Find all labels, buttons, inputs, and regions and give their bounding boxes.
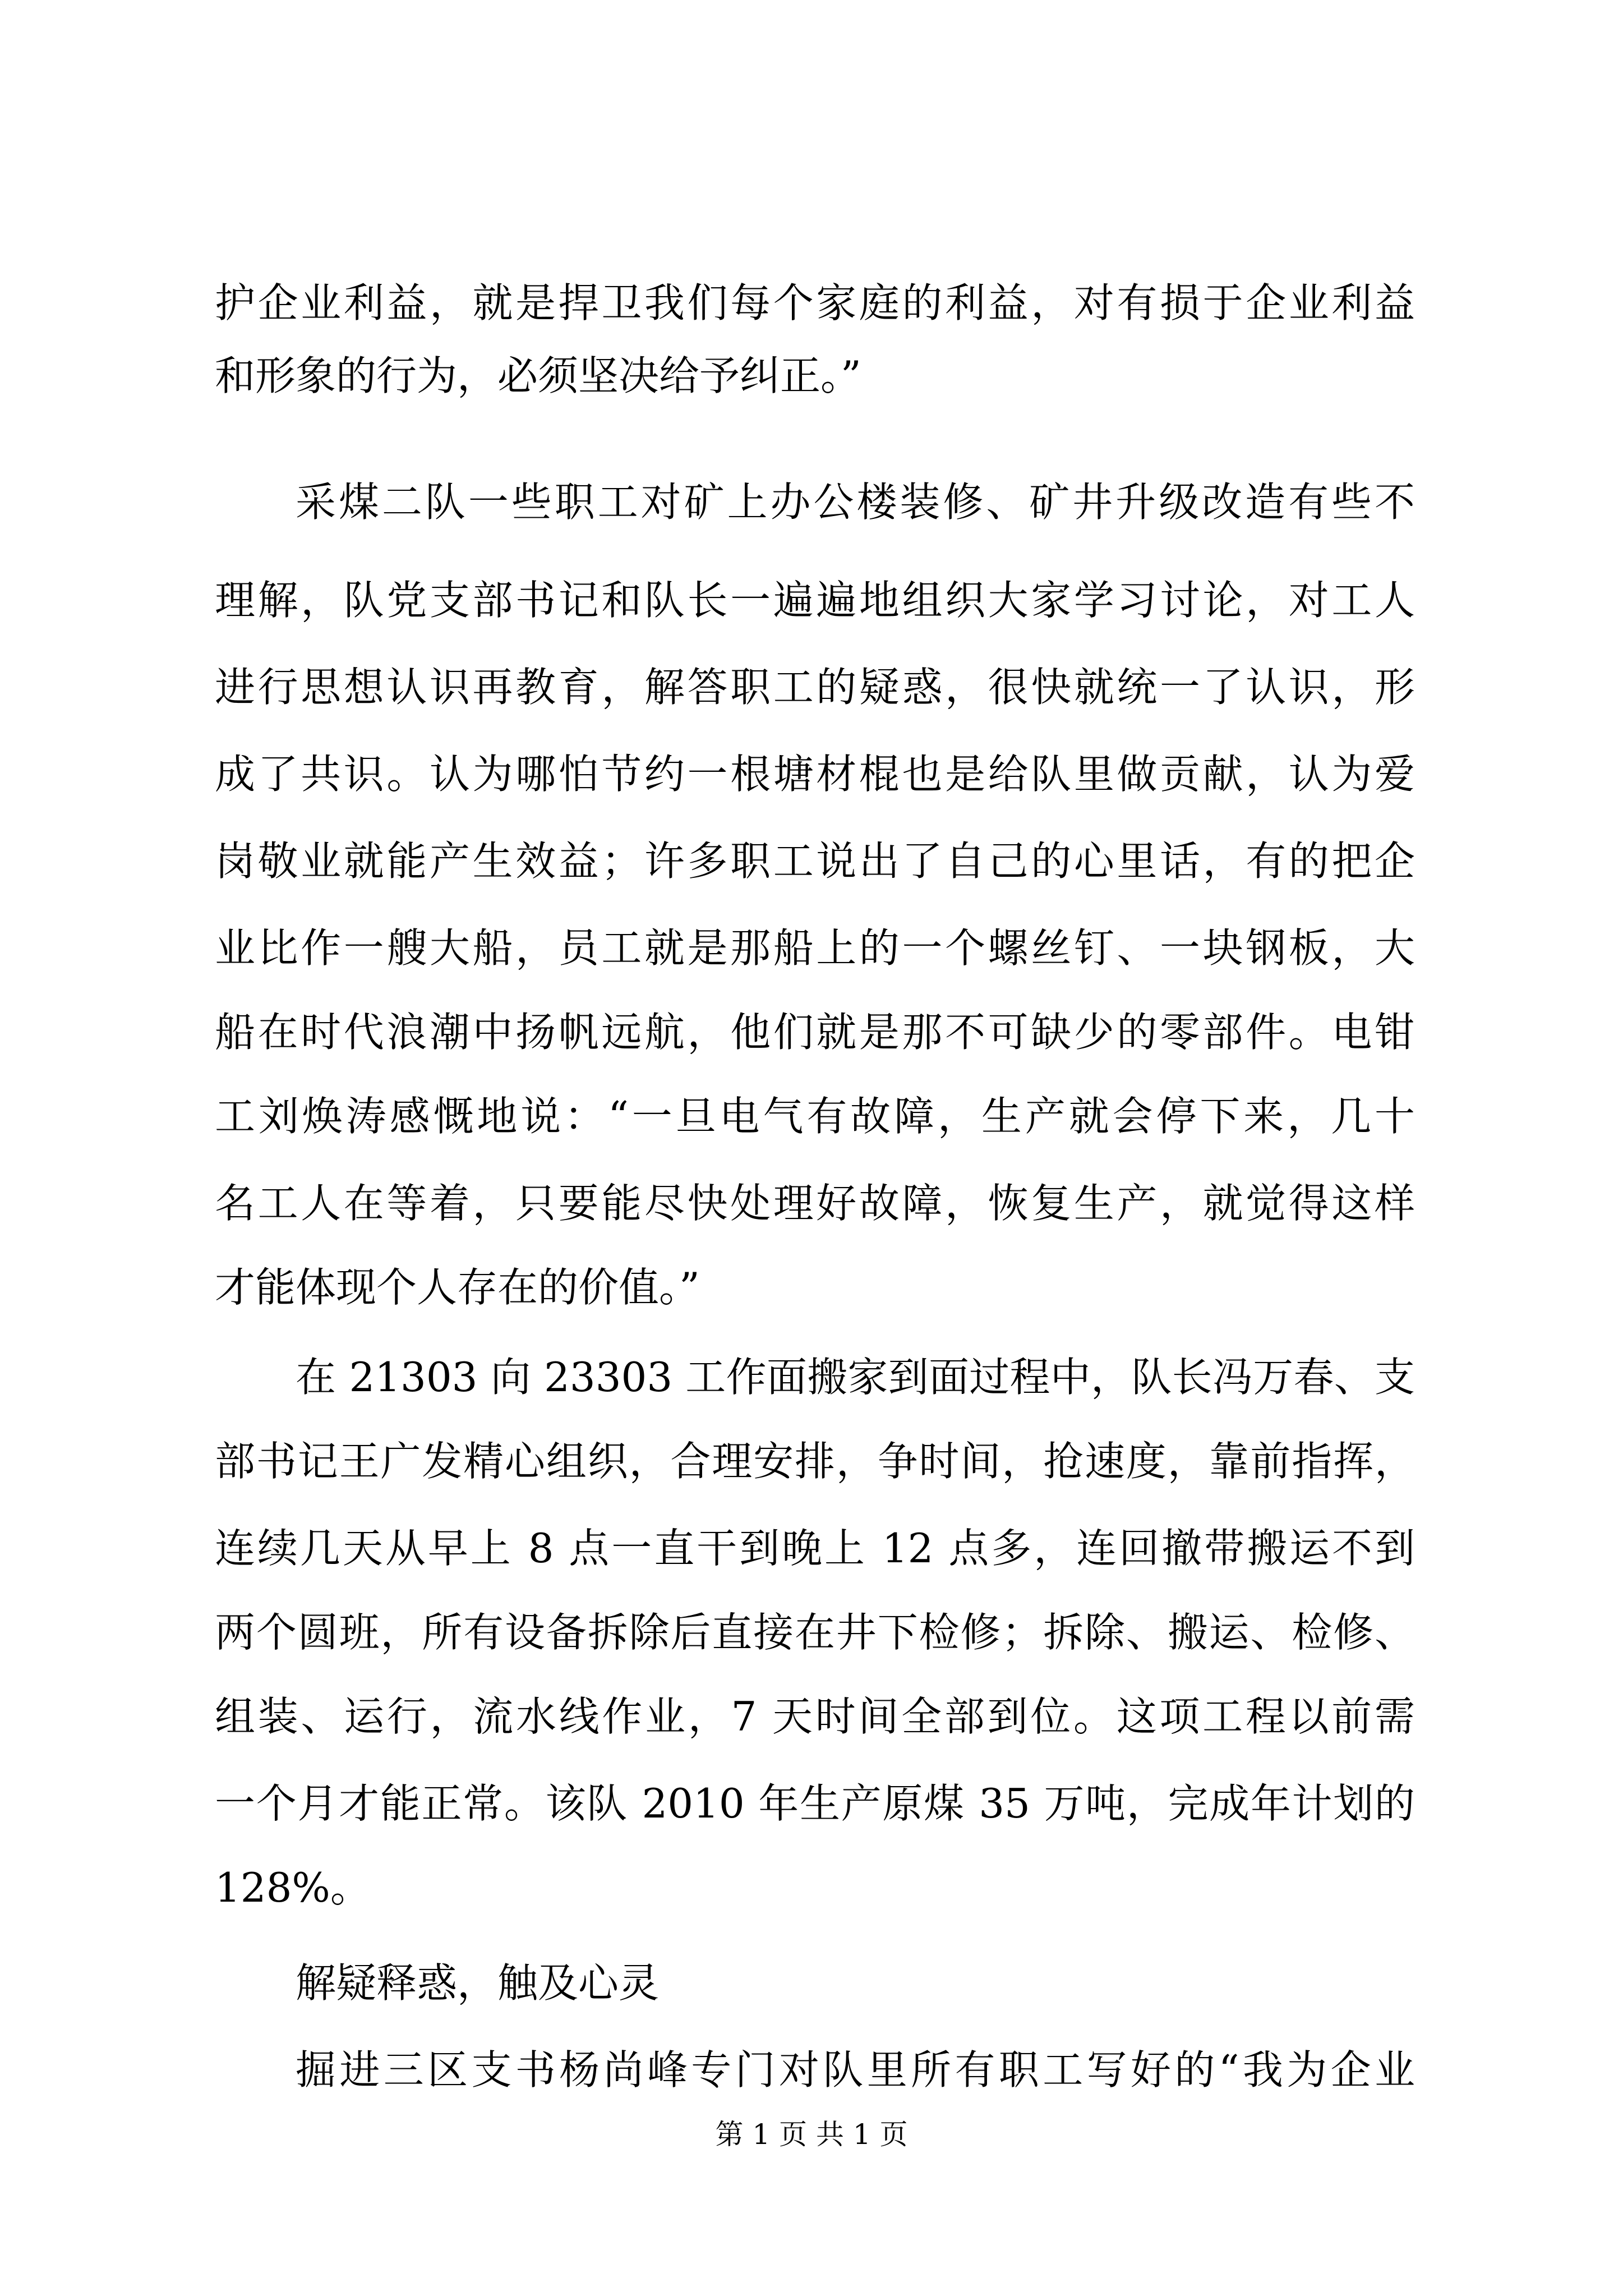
text-line: 名工人在等着，只要能尽快处理好故障，恢复生产，就觉得这样 — [215, 1180, 1415, 1227]
page-footer: 第 1 页 共 1 页 — [715, 2118, 908, 2151]
text-line: 船在时代浪潮中扬帆远航，他们就是那不可缺少的零部件。电钳 — [215, 1009, 1415, 1056]
text-line: 连续几天从早上 8 点一直干到晚上 12 点多，连回撤带搬运不到 — [215, 1525, 1415, 1572]
text-line: 组装、运行，流水线作业，7 天时间全部到位。这项工程以前需 — [215, 1693, 1415, 1740]
text-line: 理解，队党支部书记和队长一遍遍地组织大家学习讨论，对工人 — [215, 577, 1415, 624]
text-line: 掘进三区支书杨尚峰专门对队里所有职工写好的“我为企业 — [296, 2046, 1415, 2093]
text-line: 工刘焕涛感慨地说：“一旦电气有故障，生产就会停下来，几十 — [215, 1093, 1415, 1140]
section-heading: 解疑释惑，触及心灵 — [296, 1959, 660, 2007]
text-line: 一个月才能正常。该队 2010 年生产原煤 35 万吨，完成年计划的 — [215, 1780, 1415, 1827]
text-line: 在 21303 向 23303 工作面搬家到面过程中，队长冯万春、支 — [296, 1354, 1415, 1401]
text-line: 和形象的行为，必须坚决给予纠正。” — [215, 352, 861, 399]
text-line: 部书记王广发精心组织，合理安排，争时间，抢速度，靠前指挥， — [215, 1438, 1415, 1485]
text-line: 采煤二队一些职工对矿上办公楼装修、矿井升级改造有些不 — [296, 478, 1415, 526]
text-line: 128%。 — [215, 1864, 371, 1911]
text-line: 岗敬业就能产生效益；许多职工说出了自己的心里话，有的把企 — [215, 838, 1415, 885]
text-line: 业比作一艘大船，员工就是那船上的一个螺丝钉、一块钢板，大 — [215, 924, 1415, 972]
text-line: 两个圆班，所有设备拆除后直接在井下检修；拆除、搬运、检修、 — [215, 1609, 1415, 1656]
text-line: 成了共识。认为哪怕节约一根塘材棍也是给队里做贡献，认为爱 — [215, 751, 1415, 798]
text-line: 才能体现个人存在的价值。” — [215, 1264, 700, 1311]
text-line: 进行思想认识再教育，解答职工的疑惑，很快就统一了认识，形 — [215, 664, 1415, 711]
text-line: 护企业利益，就是捍卫我们每个家庭的利益，对有损于企业利益 — [215, 279, 1415, 326]
